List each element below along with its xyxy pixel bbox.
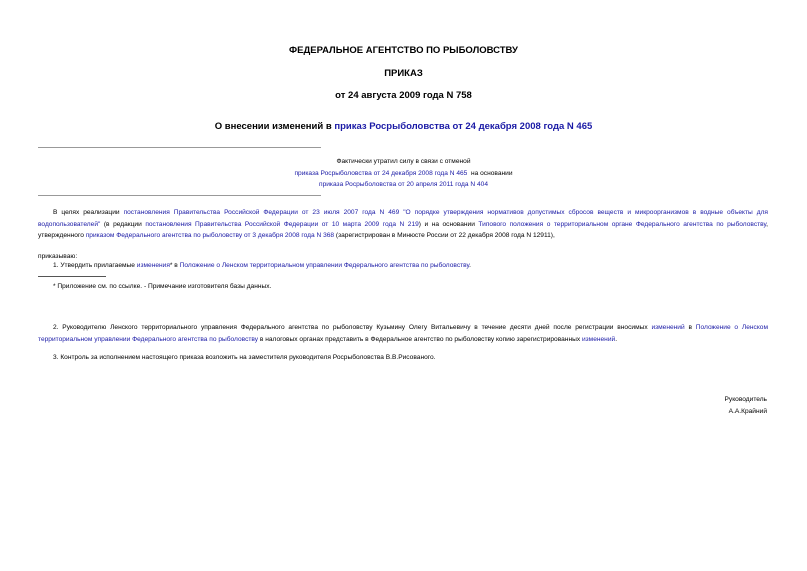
signature-role: Руководитель <box>724 396 767 403</box>
signature <box>725 394 767 417</box>
preamble-paragraph <box>38 207 768 242</box>
footnote: * Приложение см. по ссылке. - Примечание изготовителя базы данных. <box>53 283 272 290</box>
item-1-link-regulation[interactable]: Положение о Ленском территориальном управлении Федерального агентства по рыболовству <box>179 262 470 269</box>
document-date-number: от 24 августа 2009 года N 758 <box>335 90 472 101</box>
preamble-text-5: (зарегистрирован в Минюсте России от 22 декабря 2008 года N 12911), <box>334 232 555 239</box>
item-2-link-changes-2[interactable]: изменений <box>581 335 616 343</box>
item-1-link-changes[interactable]: изменения <box>136 262 170 269</box>
footnote-divider <box>38 276 106 277</box>
divider-status <box>38 195 321 196</box>
title-prefix: О внесении изменений в <box>214 121 335 132</box>
preamble-text-4: , утвержденного <box>38 220 768 239</box>
status-note <box>0 156 807 191</box>
title-link-order-465[interactable]: приказ Росрыболовства от 24 декабря 2008 года N 465 <box>334 121 593 132</box>
divider-top <box>38 147 321 148</box>
signature-name: А.А.Крайний <box>728 407 767 415</box>
status-line-1: Фактически утратил силу в связи с отменой <box>336 158 471 165</box>
agency-name: ФЕДЕРАЛЬНОЕ АГЕНТСТВО ПО РЫБОЛОВСТВУ <box>289 45 518 56</box>
preamble-text-2: (в редакции <box>100 220 146 228</box>
preamble-link-resolution-469[interactable]: постановления Правительства Российской Федерации от 23 июля 2007 года N 469 "О порядке утверждения нормативов допустимых сбросов веществ и микроорганизмов в водные объекты для водопользователей" <box>38 209 769 228</box>
document-title <box>0 121 807 132</box>
status-basis-text: на основании <box>471 169 513 177</box>
preamble-link-resolution-219[interactable]: постановления Правительства Российской Федерации от 10 марта 2009 года N 219 <box>145 220 419 228</box>
preamble-text-1: В целях реализации <box>53 209 124 216</box>
item-2 <box>38 322 768 345</box>
order-word: приказываю: <box>38 253 78 260</box>
item-1-text-1: 1. Утвердить прилагаемые <box>53 262 137 269</box>
item-2-link-regulation[interactable]: Положение о Ленском территориальном управлении Федерального агентства по рыболовству <box>38 324 768 343</box>
item-1-text-2: * в <box>169 262 180 269</box>
item-2-text-3: в налоговых органах представить в Федеральное агентство по рыболовству копию зарегистрированных <box>258 335 582 343</box>
document-type: ПРИКАЗ <box>384 68 423 79</box>
preamble-link-typical-regulation[interactable]: Типового положения о территориальном органе Федерального агентства по рыболовству <box>478 220 767 228</box>
item-1-text-3: . <box>469 262 471 269</box>
preamble-link-order-368[interactable]: приказом Федерального агентства по рыболовству от 3 декабря 2008 года N 368 <box>85 232 335 239</box>
item-2-text-2: в <box>684 324 696 331</box>
item-3: 3. Контроль за исполнением настоящего приказа возложить на заместителя руководителя Росрыболовства В.В.Рисованого. <box>53 354 436 361</box>
status-line-3 <box>0 179 807 191</box>
item-2-link-changes[interactable]: изменений <box>651 324 685 331</box>
item-2-text-4: . <box>615 335 618 343</box>
preamble-text-3: ) и на основании <box>418 220 479 228</box>
status-link-order-404[interactable]: приказа Росрыболовства от 20 апреля 2011 года N 404 <box>319 181 488 188</box>
item-2-text-1: 2. Руководителю Ленского территориального управления Федерального агентства по рыболовству Кузьмину Олегу Витальевичу в течение десяти дней после регистрации вносимых <box>53 324 652 331</box>
status-link-order-465[interactable]: приказа Росрыболовства от 24 декабря 2008 года N 465 <box>294 169 468 177</box>
item-1 <box>38 260 768 272</box>
status-line-2 <box>0 168 807 180</box>
